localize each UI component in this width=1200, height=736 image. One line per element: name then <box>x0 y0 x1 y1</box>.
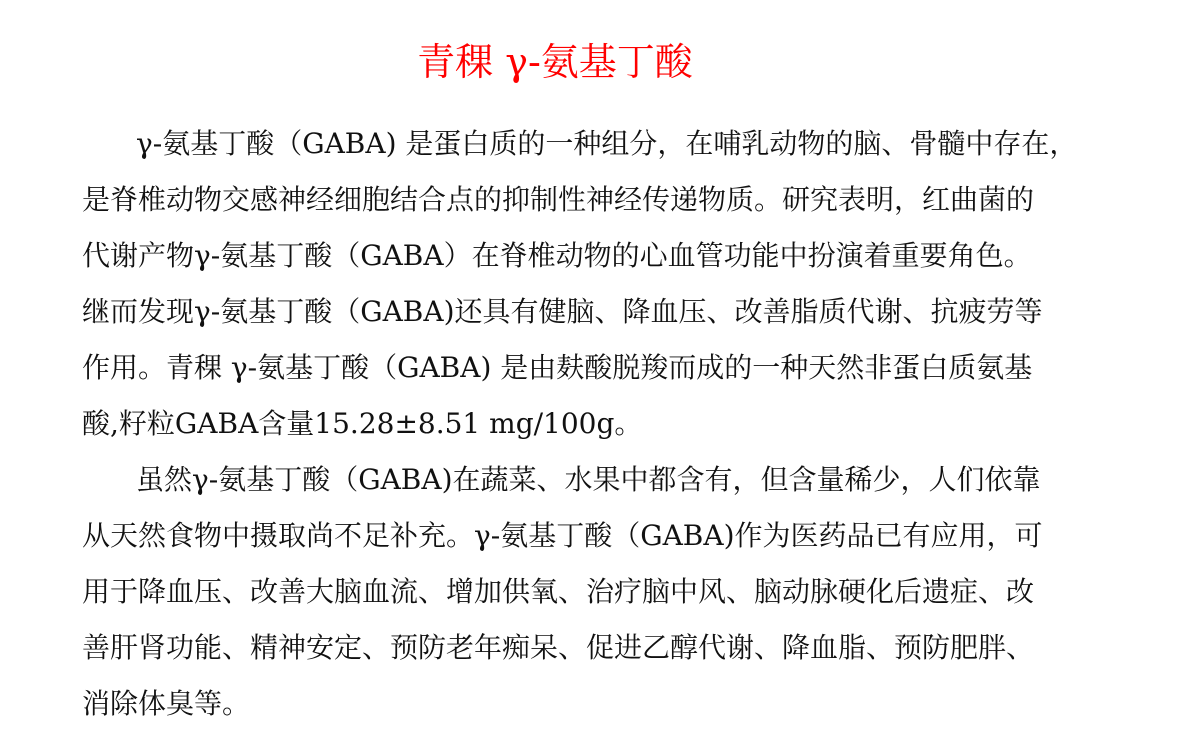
paragraph-1-line: γ-氨基丁酸（GABA) 是蛋白质的一种组分，在哺乳动物的脑、骨髓中存在， <box>136 127 1078 160</box>
paragraph-1-line: 代谢产物γ-氨基丁酸（GABA）在脊椎动物的心血管功能中扮演着重要角色。 <box>82 239 1032 272</box>
paragraph-1-line: 是脊椎动物交感神经细胞结合点的抑制性神经传递物质。研究表明，红曲菌的 <box>82 183 1035 216</box>
document-title: 青稞 γ-氨基丁酸 <box>417 40 693 84</box>
paragraph-1-line: 酸,籽粒GABA含量15.28±8.51 mg/100g。 <box>82 407 643 440</box>
paragraph-2-line: 用于降血压、改善大脑血流、增加供氧、治疗脑中风、脑动脉硬化后遗症、改 <box>82 575 1035 608</box>
paragraph-1-line: 继而发现γ-氨基丁酸（GABA)还具有健脑、降血压、改善脂质代谢、抗疲劳等 <box>82 295 1043 328</box>
paragraph-2-line: 消除体臭等。 <box>82 687 251 720</box>
paragraph-2-line: 从天然食物中摄取尚不足补充。γ-氨基丁酸（GABA)作为医药品已有应用，可 <box>82 519 1043 552</box>
paragraph-1-line: 作用。青稞 γ-氨基丁酸（GABA) 是由麸酸脱羧而成的一种天然非蛋白质氨基 <box>82 351 1033 384</box>
paragraph-2-line: 虽然γ-氨基丁酸（GABA)在蔬菜、水果中都含有，但含量稀少，人们依靠 <box>136 463 1041 496</box>
paragraph-2-line: 善肝肾功能、精神安定、预防老年痴呆、促进乙醇代谢、降血脂、预防肥胖、 <box>82 631 1035 664</box>
document-body <box>82 116 1122 732</box>
